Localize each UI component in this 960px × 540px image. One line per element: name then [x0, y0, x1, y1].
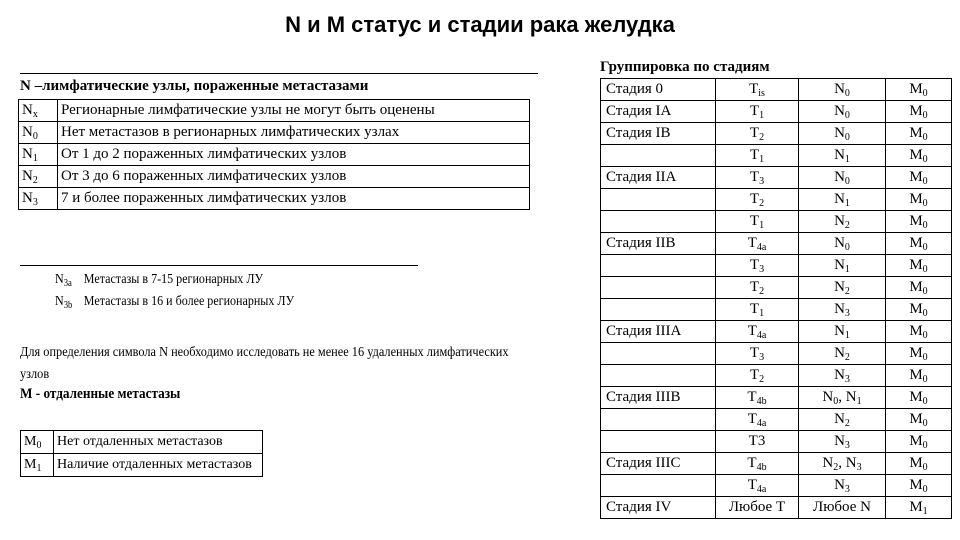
- m-category: $M_0$: [886, 365, 952, 387]
- n-row: [19, 188, 530, 210]
- n-code: $N_2$: [19, 166, 58, 188]
- n-code: $N_3$: [19, 188, 58, 210]
- stage-row: [601, 431, 952, 453]
- n-category: $N_1$: [799, 321, 886, 343]
- n3a-text: Метастазы в 7-15 регионарных ЛУ: [83, 272, 264, 287]
- t-category: $T_2$: [716, 365, 799, 387]
- m-category: $M_0$: [886, 321, 952, 343]
- stage-name: [601, 343, 716, 365]
- n-category: $N_0$: [799, 167, 886, 189]
- n-description: От 1 до 2 пораженных лимфатических узлов: [58, 144, 530, 166]
- n-category: $N_1$: [799, 255, 886, 277]
- stage-row: [601, 453, 952, 475]
- n-definition-note: Для определения символа N необходимо исследовать не менее 16 удаленных лимфатических узлов: [20, 345, 509, 382]
- m-code: $M_0$: [21, 431, 54, 454]
- n-row: [19, 122, 530, 144]
- m-category: $M_0$: [886, 409, 952, 431]
- stage-name: [601, 475, 716, 497]
- t-category: $T_2$: [716, 189, 799, 211]
- m-category: $M_0$: [886, 387, 952, 409]
- m-code: $M_1$: [21, 454, 54, 477]
- n3a-item: [55, 272, 263, 288]
- stage-row: [601, 475, 952, 497]
- n-category: $N_3$: [799, 365, 886, 387]
- m-description: Наличие отдаленных метастазов: [54, 454, 263, 477]
- n-category: Любое N: [799, 497, 886, 519]
- stage-row: [601, 79, 952, 101]
- stage-row: [601, 299, 952, 321]
- t-category: $T_1$: [716, 299, 799, 321]
- stage-name: [601, 365, 716, 387]
- stage-row: [601, 101, 952, 123]
- t-category: $T_{4b}$: [716, 387, 799, 409]
- n-row: [19, 144, 530, 166]
- stage-name: Стадия IB: [601, 123, 716, 145]
- stage-name: Стадия IIA: [601, 167, 716, 189]
- n-category: $N_0$, $N_1$: [799, 387, 886, 409]
- stage-row: [601, 277, 952, 299]
- stage-name: Стадия IIIB: [601, 387, 716, 409]
- n3b-item: [55, 294, 294, 310]
- n-category: $N_2$: [799, 277, 886, 299]
- stage-row: [601, 145, 952, 167]
- stage-row: [601, 497, 952, 519]
- m-category: $M_0$: [886, 233, 952, 255]
- n3b-text: Метастазы в 16 и более регионарных ЛУ: [83, 294, 295, 309]
- m-category: $M_0$: [886, 255, 952, 277]
- stage-name: [601, 211, 716, 233]
- stage-name: Стадия 0: [601, 79, 716, 101]
- m-category: $M_0$: [886, 79, 952, 101]
- stage-name: Стадия IIB: [601, 233, 716, 255]
- n-category: $N_0$: [799, 101, 886, 123]
- n-status-table: [18, 99, 530, 210]
- t-category: $T_3$: [716, 167, 799, 189]
- m-category: $M_0$: [886, 123, 952, 145]
- t-category: T3: [716, 431, 799, 453]
- t-category: $T_{4a}$: [716, 409, 799, 431]
- stage-row: [601, 189, 952, 211]
- t-category: Любое T: [716, 497, 799, 519]
- stage-name: [601, 277, 716, 299]
- t-category: $T_{4a}$: [716, 233, 799, 255]
- n-category: $N_3$: [799, 299, 886, 321]
- stage-name: [601, 299, 716, 321]
- t-category: $T_1$: [716, 211, 799, 233]
- divider: [20, 73, 538, 74]
- stage-grouping-table: [600, 78, 952, 519]
- t-category: $T_{4a}$: [716, 321, 799, 343]
- stage-name: Стадия IIIA: [601, 321, 716, 343]
- n-category: $N_3$: [799, 431, 886, 453]
- t-category: $T_{4a}$: [716, 475, 799, 497]
- n-description: От 3 до 6 пораженных лимфатических узлов: [58, 166, 530, 188]
- n-category: $N_1$: [799, 189, 886, 211]
- t-category: $T_2$: [716, 123, 799, 145]
- n-description: 7 и более пораженных лимфатических узлов: [58, 188, 530, 210]
- stage-row: [601, 123, 952, 145]
- n-category: $N_0$: [799, 233, 886, 255]
- t-category: $T_{4b}$: [716, 453, 799, 475]
- n3b-code: $N_{3b}$: [55, 294, 73, 311]
- m-category: $M_0$: [886, 101, 952, 123]
- stage-name: [601, 145, 716, 167]
- m-row: [21, 431, 263, 454]
- m-description: Нет отдаленных метастазов: [54, 431, 263, 454]
- n-description: Нет метастазов в регионарных лимфатических узлах: [58, 122, 530, 144]
- stage-name: [601, 255, 716, 277]
- n-code: $N_0$: [19, 122, 58, 144]
- n-category: $N_1$: [799, 145, 886, 167]
- m-category: $M_0$: [886, 167, 952, 189]
- stage-row: [601, 321, 952, 343]
- stage-row: [601, 365, 952, 387]
- divider: [20, 265, 418, 266]
- t-category: $T_1$: [716, 101, 799, 123]
- m-row: [21, 454, 263, 477]
- n-category: $N_2$: [799, 409, 886, 431]
- stage-name: [601, 431, 716, 453]
- n-code: $N_1$: [19, 144, 58, 166]
- m-category: $M_0$: [886, 299, 952, 321]
- n-description: Регионарные лимфатические узлы не могут быть оценены: [58, 100, 530, 122]
- m-category: $M_0$: [886, 431, 952, 453]
- m-category: $M_0$: [886, 475, 952, 497]
- m-category: $M_1$: [886, 497, 952, 519]
- stage-row: [601, 409, 952, 431]
- n-category: $N_2$, $N_3$: [799, 453, 886, 475]
- stage-row: [601, 255, 952, 277]
- n-section-heading: N –лимфатические узлы, пораженные метастазами: [20, 78, 369, 94]
- t-category: $T_2$: [716, 277, 799, 299]
- stage-name: [601, 189, 716, 211]
- n-category: $N_2$: [799, 343, 886, 365]
- n-category: $N_2$: [799, 211, 886, 233]
- m-section-heading: M - отдаленные метастазы: [20, 386, 181, 402]
- m-category: $M_0$: [886, 189, 952, 211]
- n-row: [19, 100, 530, 122]
- n-category: $N_3$: [799, 475, 886, 497]
- m-category: $M_0$: [886, 343, 952, 365]
- stage-row: [601, 343, 952, 365]
- page-title: N и M статус и стадии рака желудка: [285, 12, 675, 37]
- n-code: $N_x$: [19, 100, 58, 122]
- stage-row: [601, 167, 952, 189]
- stage-name: Стадия IV: [601, 497, 716, 519]
- m-category: $M_0$: [886, 277, 952, 299]
- m-status-table: [20, 430, 263, 477]
- t-category: $T_3$: [716, 255, 799, 277]
- n-category: $N_0$: [799, 123, 886, 145]
- stage-name: [601, 409, 716, 431]
- stage-grouping-heading: Группировка по стадиям: [600, 59, 770, 75]
- t-category: $T_1$: [716, 145, 799, 167]
- n3a-code: $N_{3a}$: [55, 272, 72, 289]
- n-category: $N_0$: [799, 79, 886, 101]
- m-category: $M_0$: [886, 453, 952, 475]
- m-category: $M_0$: [886, 211, 952, 233]
- t-category: $T_{is}$: [716, 79, 799, 101]
- t-category: $T_3$: [716, 343, 799, 365]
- m-category: $M_0$: [886, 145, 952, 167]
- stage-name: Стадия IIIC: [601, 453, 716, 475]
- stage-row: [601, 387, 952, 409]
- stage-row: [601, 233, 952, 255]
- n-row: [19, 166, 530, 188]
- stage-name: Стадия IA: [601, 101, 716, 123]
- stage-row: [601, 211, 952, 233]
